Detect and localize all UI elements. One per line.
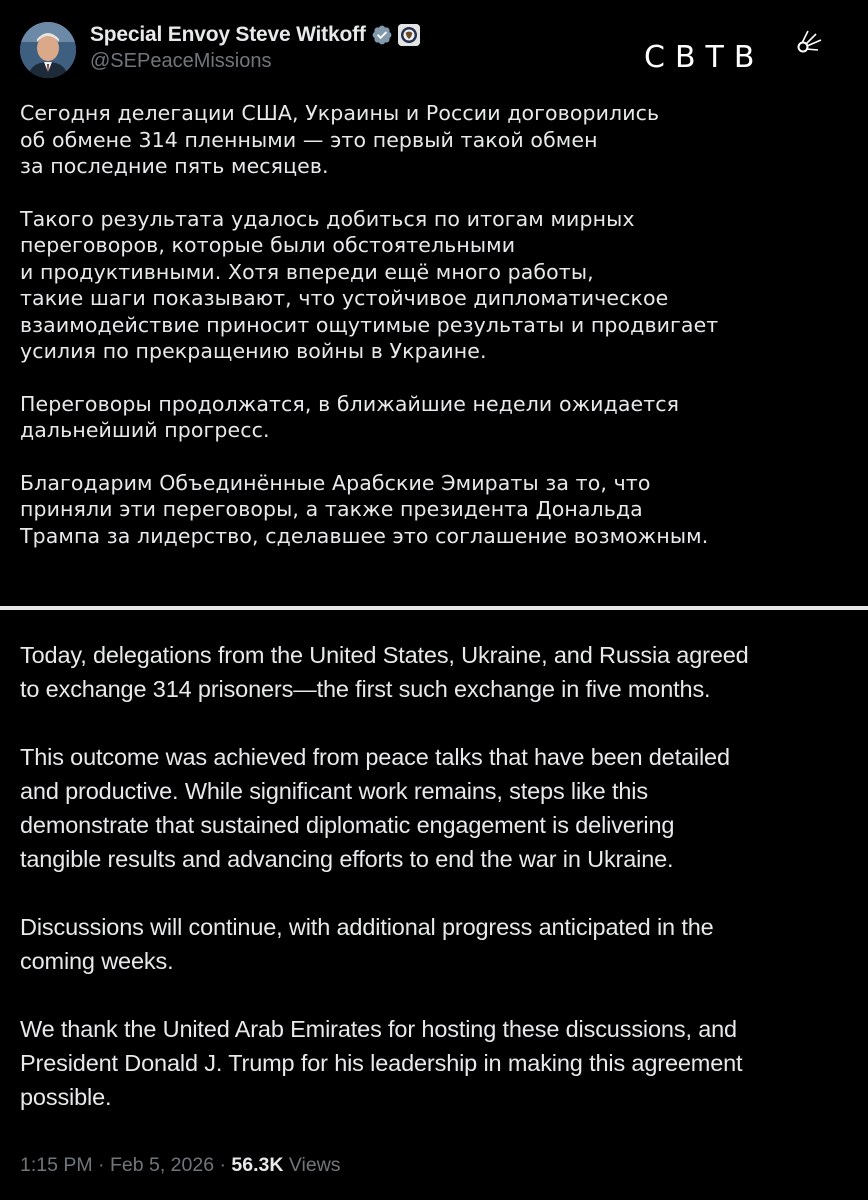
- author-handle[interactable]: @SEPeaceMissions: [90, 50, 272, 72]
- en-paragraph: We thank the United Arab Emirates for hosting these discussions, and President Donald J. Trump for his leadership in making this agreement possible.: [20, 1016, 743, 1110]
- meta-separator: ·: [92, 1154, 110, 1176]
- verified-badge-icon: [371, 24, 393, 46]
- ru-paragraph: Такого результата удалось добиться по итогам мирных переговоров, которые были обстоятельными и продуктивными. Хотя впереди ещё много работы, такие шаги показывают, что устойчивое дипломатическое взаимодействие приносит ощутимые результаты и продвигает усилия по прекращению войны в Украине.: [20, 206, 719, 363]
- ru-paragraph: Сегодня делегации США, Украины и России договорились об обмене 314 пленными — это первый такой обмен за последние пять месяцев.: [20, 101, 660, 178]
- ru-paragraph: Переговоры продолжатся, в ближайшие недели ожидается дальнейший прогресс.: [20, 391, 680, 442]
- views-count[interactable]: 56.3K: [231, 1154, 284, 1176]
- section-divider: [0, 606, 868, 610]
- author-info: [90, 22, 420, 73]
- author-avatar[interactable]: [20, 22, 76, 78]
- english-post-body: [20, 638, 850, 1148]
- post-time[interactable]: 1:15 PM: [20, 1154, 93, 1176]
- brand-text: СВТВ: [644, 40, 765, 75]
- meta-separator: ·: [214, 1154, 232, 1176]
- author-display-name[interactable]: Special Envoy Steve Witkoff: [90, 23, 366, 46]
- government-seal-icon[interactable]: [398, 24, 420, 46]
- post-date[interactable]: Feb 5, 2026: [109, 1154, 215, 1176]
- post-metadata: [20, 1154, 341, 1177]
- en-paragraph: Discussions will continue, with additional progress anticipated in the coming weeks.: [20, 914, 714, 974]
- en-paragraph: This outcome was achieved from peace talks that have been detailed and productive. While significant work remains, steps like this demonstrate that sustained diplomatic engagement is delivering tangible results and advancing efforts to end the war in Ukraine.: [20, 744, 730, 872]
- avatar-photo-icon: [20, 22, 76, 78]
- views-label: Views: [283, 1154, 341, 1176]
- en-paragraph: Today, delegations from the United States, Ukraine, and Russia agreed to exchange 314 prisoners—the first such exchange in five months.: [20, 642, 749, 702]
- ru-paragraph: Благодарим Объединённые Арабские Эмираты за то, что приняли эти переговоры, а также президента Дональда Трампа за лидерство, сделавшее это соглашение возможным.: [20, 470, 709, 548]
- russian-post-body: [20, 100, 850, 575]
- brand-logo: [640, 28, 850, 78]
